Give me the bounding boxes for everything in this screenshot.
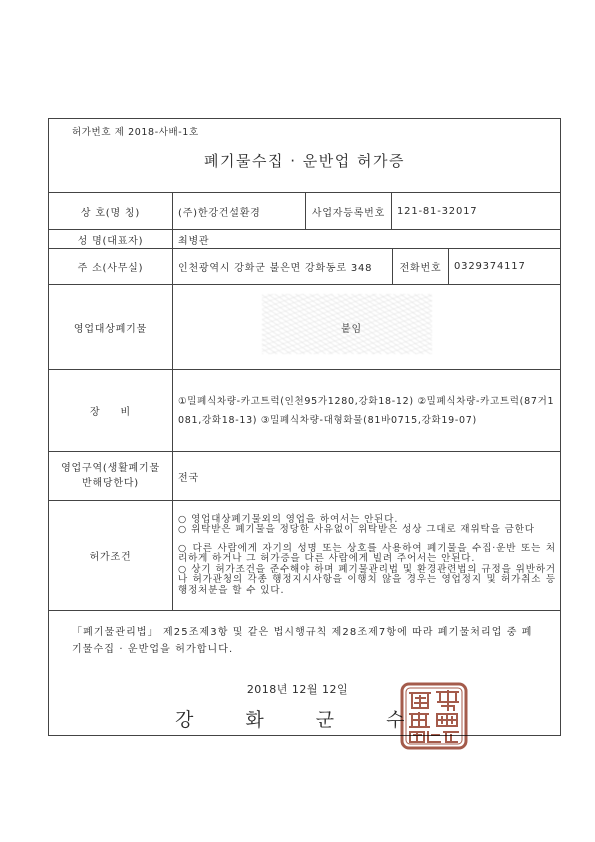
company-label: 상 호(명 칭): [48, 192, 173, 230]
area-label-line-2: 반해당한다): [81, 478, 139, 489]
issue-date: 2018년 12월 12일: [246, 683, 349, 696]
address-value: 인천광역시 강화군 불은면 강화동로 348: [172, 248, 393, 285]
document-title: 폐기물수집 · 운반업 허가증: [204, 152, 405, 170]
condition-item: ○ 상기 허가조건을 준수해야 하며 폐기물관리법 및 환경관련법의 규정을 위반하거나 허가관청의 각종 행정지시사항을 이행치 않을 경우는 영업정지 및 허가취소 등 행정처분을 할 수 있다.: [178, 563, 556, 596]
condition-item: ○ 영업대상폐기물외의 영업을 하여서는 안된다.: [178, 513, 399, 525]
waste-value: 붙임: [341, 323, 362, 335]
representative-value: 최병관: [172, 229, 561, 249]
address-label: 주 소(사무실): [48, 248, 173, 285]
waste-label: 영업대상폐기물: [48, 284, 173, 370]
conditions-cell: [172, 500, 561, 611]
equipment-value: ①밀폐식차량-카고트럭(인천95가1280,강화18-12) ②밀폐식차량-카고트럭(87거1081,강화18-13) ③밀폐식차량-대형화물(81바0715,강화19-07): [178, 395, 555, 426]
equipment-value-cell: [172, 369, 561, 452]
issuer-name: 강 화 군 수: [175, 709, 405, 731]
area-value: 전국: [172, 451, 561, 501]
business-number-label: 사업자등록번호: [305, 192, 392, 230]
business-number-value: 121-81-32017: [391, 192, 561, 230]
conditions-label: 허가조건: [48, 500, 173, 611]
area-label-cell: [48, 451, 173, 501]
phone-value: 0329374117: [448, 248, 561, 285]
company-value: (주)한강건설환경: [172, 192, 306, 230]
phone-label: 전화번호: [392, 248, 449, 285]
permit-number: 허가번호 제 2018-사배-1호: [72, 127, 199, 138]
condition-item: ○ 위탁받은 폐기물을 정당한 사유없이 위탁받은 성상 그대로 재위탁을 금한다: [178, 524, 535, 536]
equipment-label: 장 비: [48, 369, 173, 452]
official-seal-icon: [398, 680, 470, 752]
permit-statement: 「폐기물관리법」 제25조제3항 및 같은 법시행규칙 제28조제7항에 따라 폐기물처리업 중 폐기물수집 · 운반업을 허가합니다.: [72, 627, 533, 655]
area-label-line-1: 영업구역(생활폐기물: [61, 463, 160, 474]
scan-noise: [262, 294, 432, 354]
representative-label: 성 명(대표자): [48, 229, 173, 249]
conditions-list: [178, 501, 556, 610]
condition-item: ○ 다른 사람에게 자기의 성명 또는 상호를 사용하여 폐기물을 수집·운반 또는 처리하게 하거나 그 허가증을 다른 사람에게 빌려 주어서는 안된다.: [178, 542, 556, 565]
